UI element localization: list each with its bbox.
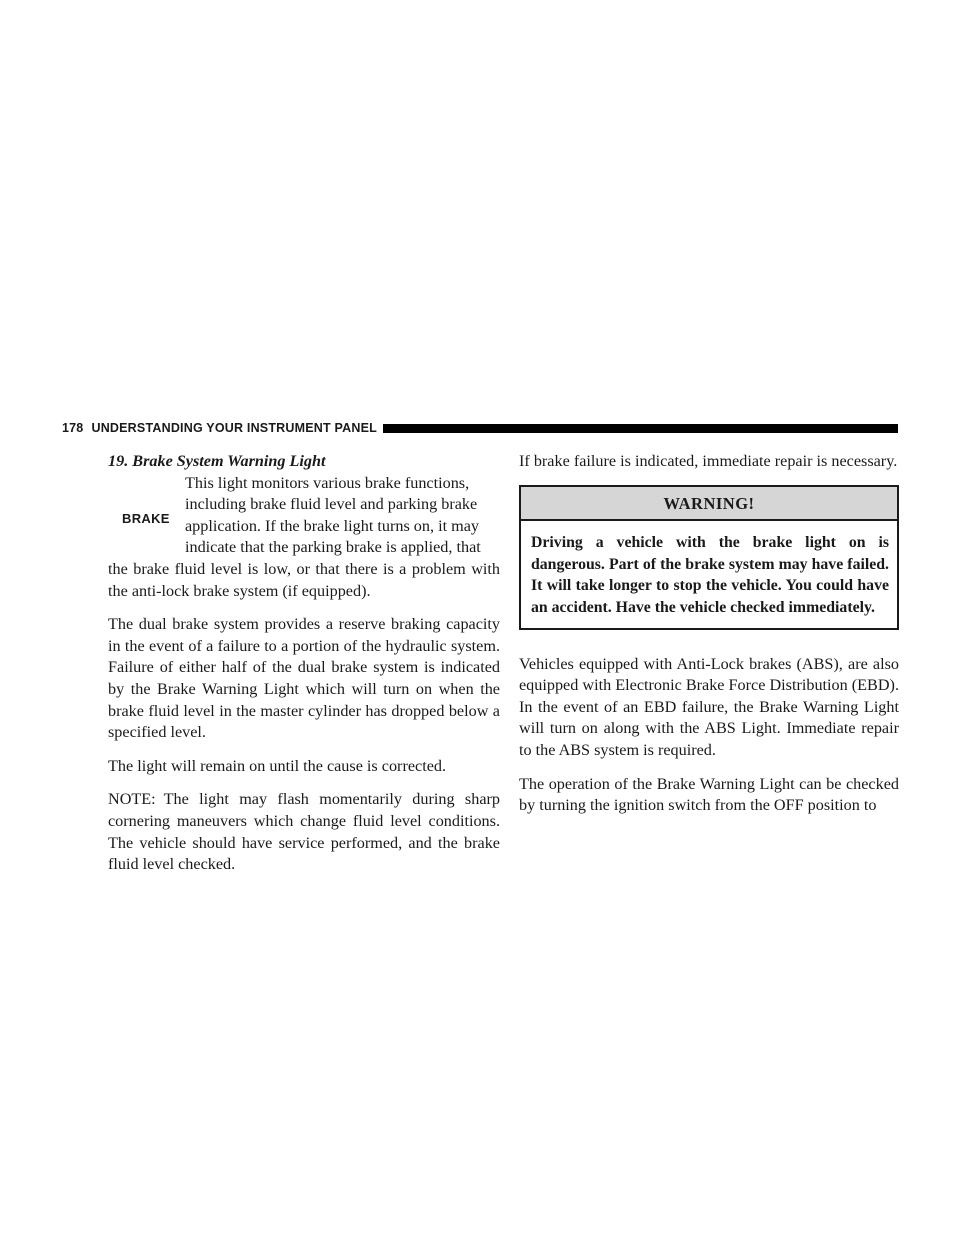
light-remain-paragraph: The light will remain on until the cause is corrected. [108,756,447,775]
note-paragraph [108,789,500,875]
bulb-check-paragraph: The operation of the Brake Warning Light can be checked by turning the ignition switch from the OFF position to [519,774,899,815]
brake-warning-icon: BRAKE [122,510,170,526]
page-header [62,421,898,435]
note-text: The light may flash momentarily during sharp cornering maneuvers which change fluid level conditions. The vehicle should have service performed, and the brake fluid level checked. [108,790,500,874]
header-rule [383,424,898,433]
intro-line: application. If the brake light turns on, it may [185,516,479,535]
intro-line: including brake fluid level and parking brake [185,495,478,514]
page-number: 178 [62,421,84,435]
intro-line: indicate that the parking brake is applied, that [185,538,481,557]
abs-ebd-paragraph: Vehicles equipped with Anti-Lock brakes (ABS), are also equipped with Electronic Brake Force Distribution (EBD). In the event of an EBD failure, the Brake Warning Light will turn on along with the ABS Light. Immediate repair to the ABS system is required. [519,654,899,759]
intro-line: This light monitors various brake functions, [185,473,470,492]
left-column [108,451,500,888]
note-label: NOTE: [108,790,156,809]
section-header-title: UNDERSTANDING YOUR INSTRUMENT PANEL [91,421,377,435]
brake-intro-block [108,473,500,559]
section-title: 19. Brake System Warning Light [108,452,326,470]
warning-title: WARNING! [521,487,897,522]
warning-box [519,485,899,630]
brake-failure-paragraph: If brake failure is indicated, immediate repair is necessary. [519,452,898,470]
warning-text: Driving a vehicle with the brake light on is dangerous. Part of the brake system may have failed. It will take longer to stop the vehicle. You could have an accident. Have the vehicle checked immediately. [531,534,889,616]
right-column [519,451,899,829]
dual-brake-paragraph: The dual brake system provides a reserve braking capacity in the event of a failure to a portion of the hydraulic system. Failure of either half of the dual brake system is indicated by the Brake Warning Light which will turn on when the brake fluid level in the master cylinder has dropped below a specified level. [108,615,500,742]
intro-paragraph-rest: the brake fluid level is low, or that there is a problem with the anti-lock brake system (if equipped). [108,559,500,600]
